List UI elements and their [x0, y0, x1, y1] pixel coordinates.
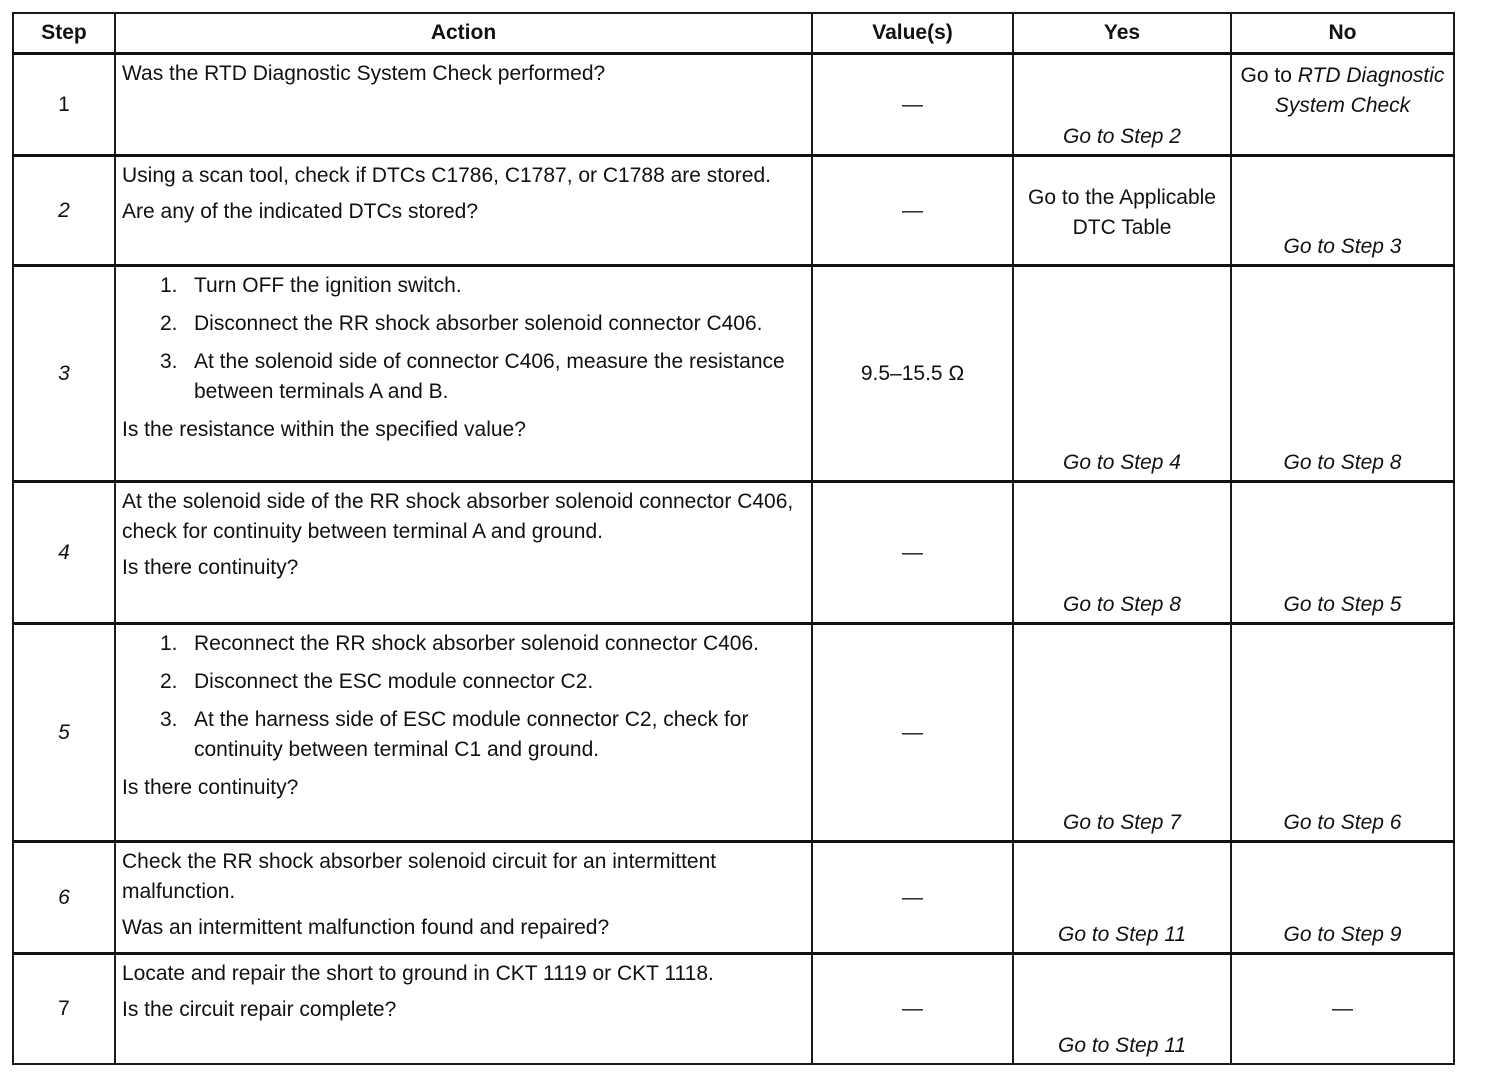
value-cell: 9.5–15.5 Ω: [812, 266, 1013, 482]
substep-number: 1.: [160, 274, 178, 297]
value-cell: —: [812, 54, 1013, 156]
substep-item: [160, 309, 805, 339]
yes-link[interactable]: Go to Step 4: [1013, 266, 1231, 482]
action-text: Check the RR shock absorber solenoid circuit for an intermittent malfunction.: [122, 850, 717, 903]
substep-number: 3.: [160, 708, 178, 731]
action-cell: [115, 54, 812, 156]
no-link[interactable]: RTD Diagnostic System Check: [1274, 64, 1445, 117]
substep-number: 2.: [160, 312, 178, 335]
action-cell: [115, 624, 812, 842]
table-row-step-1: [13, 54, 1454, 156]
no-link[interactable]: Go to Step 3: [1231, 156, 1454, 266]
substep-text: Reconnect the RR shock absorber solenoid connector C406.: [194, 632, 759, 655]
no-link[interactable]: Go to Step 8: [1231, 266, 1454, 482]
value-cell: —: [812, 156, 1013, 266]
step-number: 4: [13, 482, 115, 624]
substep-text: Turn OFF the ignition switch.: [194, 274, 462, 297]
substep-text: Disconnect the ESC module connector C2.: [194, 670, 594, 693]
value-cell: —: [812, 624, 1013, 842]
value-cell: —: [812, 842, 1013, 954]
action-question: Is there continuity?: [122, 556, 299, 579]
substep-item: [160, 347, 805, 407]
yes-link[interactable]: Go to Step 11: [1013, 954, 1231, 1064]
diagnostic-table: [12, 12, 1455, 1065]
substep-item: [160, 271, 805, 301]
substep-text: At the solenoid side of connector C406, measure the resistance between terminals A and B.: [194, 350, 785, 403]
header-row: [13, 13, 1454, 54]
table-row-step-2: [13, 156, 1454, 266]
table-row-step-5: [13, 624, 1454, 842]
table-row-step-6: [13, 842, 1454, 954]
action-question: Was the RTD Diagnostic System Check performed?: [122, 62, 606, 85]
header-values: Value(s): [812, 13, 1013, 54]
table-row-step-7: [13, 954, 1454, 1064]
yes-link[interactable]: Go to the Applicable DTC Table: [1013, 156, 1231, 266]
substep-text: At the harness side of ESC module connector C2, check for continuity between terminal C1 and ground.: [194, 708, 749, 761]
no-link[interactable]: Go to Step 9: [1231, 842, 1454, 954]
substep-number: 1.: [160, 632, 178, 655]
action-question: Are any of the indicated DTCs stored?: [122, 200, 479, 223]
value-cell: —: [812, 482, 1013, 624]
action-text: At the solenoid side of the RR shock absorber solenoid connector C406, check for continuity between terminal A and ground.: [122, 490, 794, 543]
step-number: 7: [13, 954, 115, 1064]
action-cell: [115, 156, 812, 266]
yes-link[interactable]: Go to Step 2: [1013, 54, 1231, 156]
yes-link[interactable]: Go to Step 8: [1013, 482, 1231, 624]
substep-item: [160, 705, 805, 765]
action-cell: [115, 842, 812, 954]
action-question: Is the circuit repair complete?: [122, 998, 397, 1021]
no-link[interactable]: Go to Step 5: [1231, 482, 1454, 624]
action-question: Is there continuity?: [122, 776, 299, 799]
header-action: Action: [115, 13, 812, 54]
action-question: Is the resistance within the specified value?: [122, 418, 526, 441]
value-cell: —: [812, 954, 1013, 1064]
step-number: 1: [13, 54, 115, 156]
no-cell: —: [1231, 954, 1454, 1064]
substep-item: [160, 629, 805, 659]
action-cell: [115, 954, 812, 1064]
action-text: Locate and repair the short to ground in CKT 1119 or CKT 1118.: [122, 962, 714, 985]
table-row-step-4: [13, 482, 1454, 624]
action-cell: [115, 266, 812, 482]
step-number: 5: [13, 624, 115, 842]
substep-item: [160, 667, 805, 697]
no-link[interactable]: Go to Step 6: [1231, 624, 1454, 842]
no-prefix: Go to: [1240, 64, 1292, 87]
header-step: Step: [13, 13, 115, 54]
action-question: Was an intermittent malfunction found and repaired?: [122, 916, 610, 939]
step-number: 2: [13, 156, 115, 266]
substep-list: [122, 629, 805, 765]
substep-number: 2.: [160, 670, 178, 693]
step-number: 3: [13, 266, 115, 482]
no-cell[interactable]: [1231, 54, 1454, 156]
yes-link[interactable]: Go to Step 11: [1013, 842, 1231, 954]
header-no: No: [1231, 13, 1454, 54]
step-number: 6: [13, 842, 115, 954]
action-text: Using a scan tool, check if DTCs C1786, C1787, or C1788 are stored.: [122, 164, 771, 187]
header-yes: Yes: [1013, 13, 1231, 54]
substep-list: [122, 271, 805, 407]
yes-link[interactable]: Go to Step 7: [1013, 624, 1231, 842]
action-cell: [115, 482, 812, 624]
substep-number: 3.: [160, 350, 178, 373]
substep-text: Disconnect the RR shock absorber solenoid connector C406.: [194, 312, 763, 335]
table-row-step-3: [13, 266, 1454, 482]
